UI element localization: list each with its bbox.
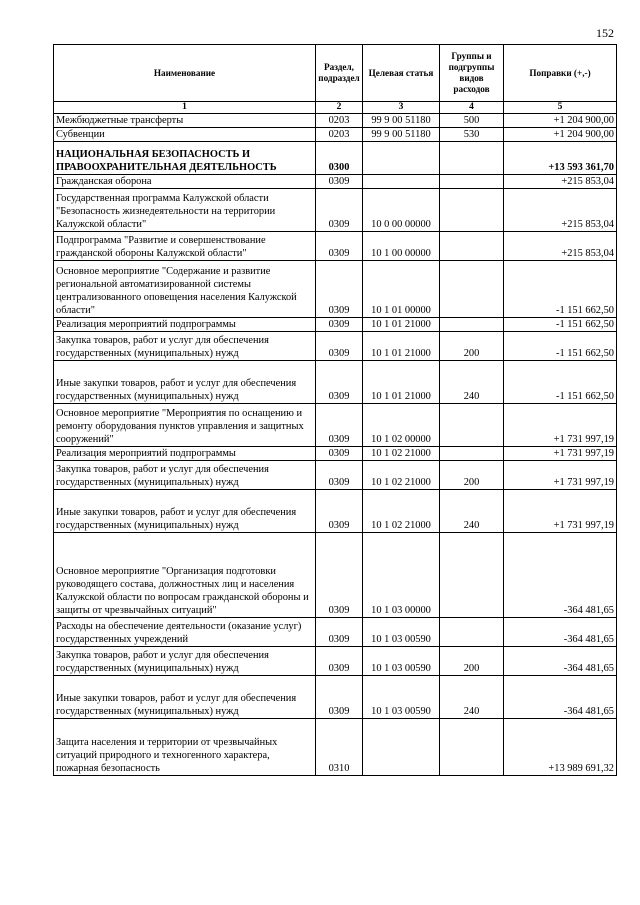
table-row <box>54 461 617 490</box>
cell-target <box>363 719 440 776</box>
cell-amount: +1 204 900,00 <box>504 128 617 142</box>
cell-group <box>440 404 504 447</box>
cell-amount: +1 204 900,00 <box>504 114 617 128</box>
cell-group: 500 <box>440 114 504 128</box>
header-group: Группы и подгруппы видов расходов <box>440 45 504 102</box>
budget-table <box>53 44 617 776</box>
header-amount: Поправки (+,-) <box>504 45 617 102</box>
cell-amount: -1 151 662,50 <box>504 332 617 361</box>
cell-target: 10 1 01 21000 <box>363 318 440 332</box>
cell-group <box>440 189 504 232</box>
cell-amount: +1 731 997,19 <box>504 404 617 447</box>
cell-group: 240 <box>440 676 504 719</box>
cell-group <box>440 175 504 189</box>
cell-target: 10 1 03 00590 <box>363 618 440 647</box>
header-section: Раздел, подраздел <box>316 45 363 102</box>
cell-target: 10 1 02 21000 <box>363 447 440 461</box>
cell-amount: +13 593 361,70 <box>504 142 617 175</box>
table-row <box>54 142 617 175</box>
table-row <box>54 647 617 676</box>
table-row <box>54 533 617 618</box>
column-number: 4 <box>440 102 504 114</box>
cell-group: 240 <box>440 361 504 404</box>
cell-section: 0309 <box>316 404 363 447</box>
cell-group: 200 <box>440 647 504 676</box>
cell-amount: -364 481,65 <box>504 618 617 647</box>
cell-amount: +1 731 997,19 <box>504 447 617 461</box>
table-row <box>54 318 617 332</box>
cell-group: 240 <box>440 490 504 533</box>
table-row <box>54 128 617 142</box>
cell-section: 0309 <box>316 447 363 461</box>
table-row <box>54 676 617 719</box>
cell-section: 0203 <box>316 128 363 142</box>
cell-name: Гражданская оборона <box>54 175 316 189</box>
cell-name: НАЦИОНАЛЬНАЯ БЕЗОПАСНОСТЬ И ПРАВООХРАНИТЕЛЬНАЯ ДЕЯТЕЛЬНОСТЬ <box>54 142 316 175</box>
cell-name: Межбюджетные трансферты <box>54 114 316 128</box>
cell-amount: -1 151 662,50 <box>504 318 617 332</box>
cell-amount: +1 731 997,19 <box>504 461 617 490</box>
page-number: 152 <box>596 26 614 40</box>
cell-name: Основное мероприятие "Организация подготовки руководящего состава, должностных лиц и населения Калужской области по вопросам гражданской обороны и защиты от чрезвычайных ситуаций" <box>54 533 316 618</box>
cell-target: 10 1 01 00000 <box>363 261 440 318</box>
cell-name: Реализация мероприятий подпрограммы <box>54 447 316 461</box>
cell-group <box>440 261 504 318</box>
cell-section: 0309 <box>316 676 363 719</box>
cell-section: 0309 <box>316 232 363 261</box>
column-number: 2 <box>316 102 363 114</box>
cell-section: 0309 <box>316 189 363 232</box>
cell-group: 530 <box>440 128 504 142</box>
cell-name: Субвенции <box>54 128 316 142</box>
cell-group <box>440 232 504 261</box>
table-row <box>54 618 617 647</box>
cell-name: Закупка товаров, работ и услуг для обеспечения государственных (муниципальных) нужд <box>54 332 316 361</box>
cell-group: 200 <box>440 332 504 361</box>
cell-section: 0203 <box>316 114 363 128</box>
cell-name: Основное мероприятие "Содержание и развитие региональной автоматизированной системы централизованного оповещения населения Калужской области" <box>54 261 316 318</box>
column-number: 5 <box>504 102 617 114</box>
table-row <box>54 447 617 461</box>
table-row <box>54 361 617 404</box>
cell-target: 10 1 02 21000 <box>363 490 440 533</box>
cell-name: Иные закупки товаров, работ и услуг для обеспечения государственных (муниципальных) нужд <box>54 361 316 404</box>
cell-group <box>440 447 504 461</box>
cell-target: 10 1 01 21000 <box>363 332 440 361</box>
cell-group <box>440 618 504 647</box>
table-row <box>54 332 617 361</box>
cell-section: 0309 <box>316 175 363 189</box>
table-row <box>54 232 617 261</box>
cell-name: Основное мероприятие "Мероприятия по оснащению и ремонту оборудования пунктов управления и защитных сооружений" <box>54 404 316 447</box>
column-number-row <box>54 102 617 114</box>
table-row <box>54 189 617 232</box>
cell-target: 99 9 00 51180 <box>363 114 440 128</box>
cell-section: 0309 <box>316 261 363 318</box>
cell-target: 10 1 00 00000 <box>363 232 440 261</box>
cell-section: 0309 <box>316 533 363 618</box>
cell-name: Защита населения и территории от чрезвычайных ситуаций природного и техногенного характера, пожарная безопасность <box>54 719 316 776</box>
cell-target: 10 1 03 00590 <box>363 647 440 676</box>
cell-amount: +1 731 997,19 <box>504 490 617 533</box>
cell-group <box>440 142 504 175</box>
table-row <box>54 719 617 776</box>
cell-section: 0300 <box>316 142 363 175</box>
cell-name: Подпрограмма "Развитие и совершенствование гражданской обороны Калужской области" <box>54 232 316 261</box>
cell-amount: +13 989 691,32 <box>504 719 617 776</box>
cell-target: 10 1 01 21000 <box>363 361 440 404</box>
cell-section: 0309 <box>316 318 363 332</box>
cell-amount: +215 853,04 <box>504 189 617 232</box>
table-row <box>54 490 617 533</box>
cell-target: 99 9 00 51180 <box>363 128 440 142</box>
cell-amount: -1 151 662,50 <box>504 261 617 318</box>
cell-group <box>440 318 504 332</box>
header-name: Наименование <box>54 45 316 102</box>
table-row <box>54 404 617 447</box>
cell-group: 200 <box>440 461 504 490</box>
cell-target: 10 1 03 00000 <box>363 533 440 618</box>
table-row <box>54 261 617 318</box>
cell-group <box>440 719 504 776</box>
cell-section: 0309 <box>316 647 363 676</box>
cell-amount: -364 481,65 <box>504 647 617 676</box>
table-row <box>54 114 617 128</box>
cell-group <box>440 533 504 618</box>
cell-name: Иные закупки товаров, работ и услуг для обеспечения государственных (муниципальных) нужд <box>54 490 316 533</box>
cell-target <box>363 142 440 175</box>
cell-amount: -1 151 662,50 <box>504 361 617 404</box>
cell-name: Закупка товаров, работ и услуг для обеспечения государственных (муниципальных) нужд <box>54 461 316 490</box>
cell-name: Расходы на обеспечение деятельности (оказание услуг) государственных учреждений <box>54 618 316 647</box>
cell-amount: -364 481,65 <box>504 676 617 719</box>
cell-section: 0309 <box>316 332 363 361</box>
cell-section: 0309 <box>316 361 363 404</box>
cell-name: Государственная программа Калужской области "Безопасность жизнедеятельности на территории Калужской области" <box>54 189 316 232</box>
cell-amount: -364 481,65 <box>504 533 617 618</box>
table-row <box>54 175 617 189</box>
cell-name: Иные закупки товаров, работ и услуг для обеспечения государственных (муниципальных) нужд <box>54 676 316 719</box>
cell-section: 0310 <box>316 719 363 776</box>
cell-amount: +215 853,04 <box>504 175 617 189</box>
column-number: 1 <box>54 102 316 114</box>
cell-amount: +215 853,04 <box>504 232 617 261</box>
header-target: Целевая статья <box>363 45 440 102</box>
cell-section: 0309 <box>316 490 363 533</box>
cell-name: Реализация мероприятий подпрограммы <box>54 318 316 332</box>
cell-name: Закупка товаров, работ и услуг для обеспечения государственных (муниципальных) нужд <box>54 647 316 676</box>
cell-target: 10 1 02 21000 <box>363 461 440 490</box>
column-number: 3 <box>363 102 440 114</box>
cell-target: 10 1 03 00590 <box>363 676 440 719</box>
cell-target: 10 0 00 00000 <box>363 189 440 232</box>
cell-section: 0309 <box>316 461 363 490</box>
cell-target: 10 1 02 00000 <box>363 404 440 447</box>
header-row <box>54 45 617 102</box>
cell-section: 0309 <box>316 618 363 647</box>
cell-target <box>363 175 440 189</box>
